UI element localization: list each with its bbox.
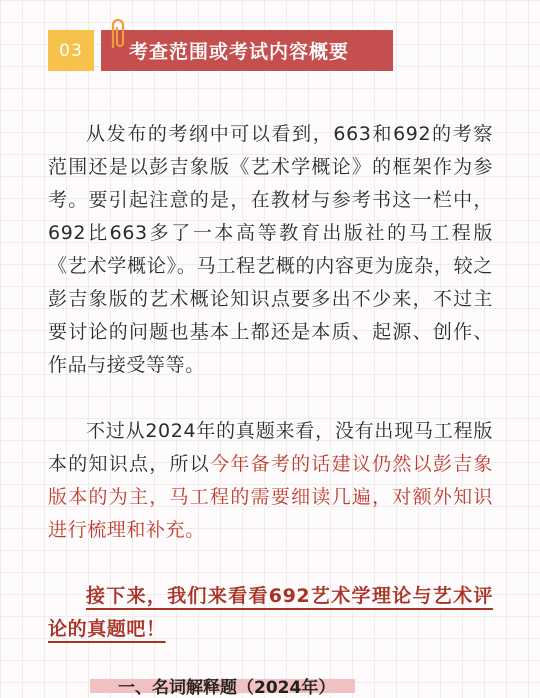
next-heading: 一、名词解释题（2024年）	[118, 678, 336, 698]
paragraph-2-text: 不过从2024年的真题来看，没有出现马工程版本的知识点，所以	[48, 420, 493, 475]
emphasis-callout: 接下来，我们来看看692艺术学理论与艺术评论的真题吧！	[48, 585, 493, 640]
section-number-badge	[48, 30, 94, 71]
article-body	[48, 118, 493, 646]
paragraph-2-highlight: 今年备考的话建议仍然以彭吉象版本的为主，马工程的需要细读几遍，对额外知识进行梳理和补充。	[48, 453, 493, 541]
paragraph-2	[48, 415, 493, 547]
section-header	[48, 30, 393, 71]
section-number: 03	[59, 40, 83, 61]
paragraph-3	[48, 580, 493, 646]
section-title-banner	[101, 30, 393, 71]
section-title: 考查范围或考试内容概要	[129, 41, 350, 63]
paper-clip-icon	[107, 17, 129, 53]
paragraph-1: 从发布的考纲中可以看到，663和692的考察范围还是以彭吉象版《艺术学概论》的框架作为参考。要引起注意的是，在教材与参考书这一栏中，692比663多了一本高等教育出版社的马工程版《艺术学概论》。马工程艺概的内容更为庞杂，较之彭吉象版的艺术概论知识点要多出不少来，不过主要讨论的问题也基本上都还是本质、起源、创作、作品与接受等等。	[48, 123, 493, 376]
